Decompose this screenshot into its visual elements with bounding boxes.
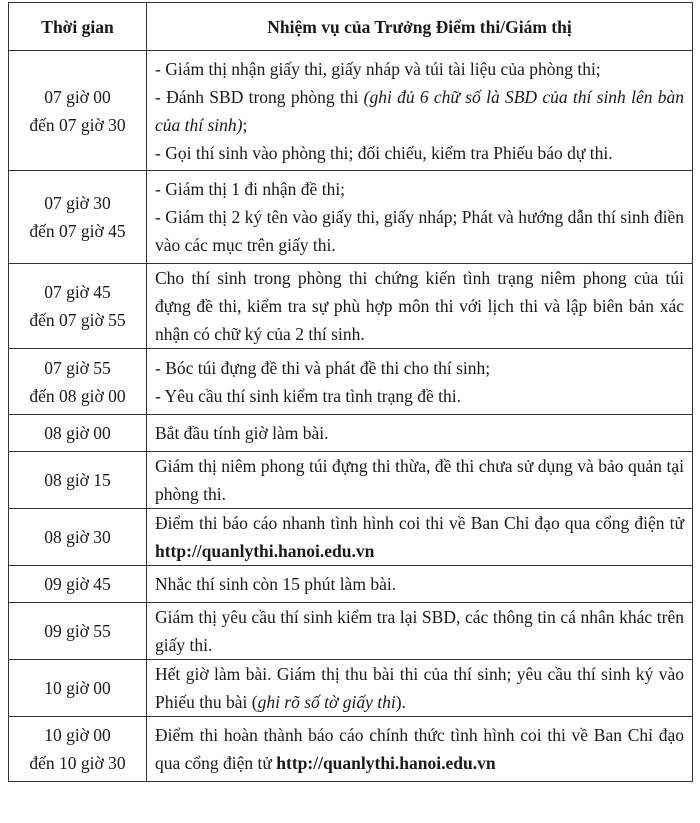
time-text: 07 giờ 45 — [44, 282, 111, 302]
task-text: - Bóc túi đựng đề thi và phát đề thi cho thí sinh; — [155, 357, 491, 378]
table-row — [9, 171, 693, 264]
time-text: 07 giờ 30 — [44, 193, 111, 213]
table-row — [9, 603, 693, 660]
task-column-header: Nhiệm vụ của Trưởng Điểm thi/Giám thị — [147, 3, 693, 51]
task-text: Cho thí sinh trong phòng thi chứng kiến tình trạng niêm phong của túi đựng đề thi, kiểm tra sự phù hợp môn thi với lịch thi và lập biên bản xác nhận có chữ ký của 2 thí sinh. — [155, 268, 684, 344]
table-row — [9, 349, 693, 415]
time-text: 07 giờ 00 — [44, 86, 111, 107]
time-text: đến 10 giờ 30 — [29, 753, 126, 773]
task-cell — [147, 603, 693, 660]
task-text: - Giám thị 2 ký tên vào giấy thi, giấy nháp; Phát và hướng dẫn thí sinh điền vào các mục trên giấy thi. — [155, 207, 684, 255]
time-column-header: Thời gian — [9, 3, 147, 51]
task-cell — [147, 415, 693, 452]
task-text: Giám thị niêm phong túi đựng thi thừa, đề thi chưa sử dụng và bảo quản tại phòng thi. — [155, 456, 684, 504]
table-row — [9, 264, 693, 349]
task-text: Nhắc thí sinh còn 15 phút làm bài. — [155, 574, 397, 594]
time-cell — [9, 349, 147, 415]
task-item — [155, 509, 684, 565]
table-row — [9, 717, 693, 782]
task-cell — [147, 51, 693, 171]
time-cell — [9, 51, 147, 171]
task-item — [155, 139, 684, 167]
task-item — [155, 603, 684, 659]
task-item — [155, 203, 684, 259]
task-item — [155, 382, 684, 410]
task-cell — [147, 264, 693, 349]
task-text: Giám thị yêu cầu thí sinh kiểm tra lại SBD, các thông tin cá nhân khác trên giấy thi. — [155, 607, 684, 655]
task-cell — [147, 452, 693, 509]
task-item — [155, 419, 684, 447]
portal-link[interactable]: http://quanlythi.hanoi.edu.vn — [276, 753, 496, 773]
task-text: - Giám thị nhận giấy thi, giấy nháp và túi tài liệu của phòng thi; — [155, 58, 601, 79]
time-cell — [9, 660, 147, 717]
time-text: 10 giờ 00 — [44, 725, 111, 745]
task-item — [155, 570, 684, 598]
time-text: 09 giờ 45 — [44, 574, 111, 594]
task-item — [155, 55, 684, 83]
time-cell — [9, 603, 147, 660]
time-text: 08 giờ 15 — [44, 470, 111, 490]
task-text: Điểm thi báo cáo nhanh tình hình coi thi về Ban Chỉ đạo qua cổng điện tử — [155, 513, 684, 533]
table-row — [9, 566, 693, 603]
time-cell — [9, 452, 147, 509]
task-text: Hết giờ làm bài. Giám thị thu bài thi của thí sinh; yêu cầu thí sinh ký vào Phiếu thu bài ( — [155, 664, 684, 712]
task-text: - Yêu cầu thí sinh kiểm tra tình trạng đề thi. — [155, 385, 462, 406]
time-text: 09 giờ 55 — [44, 621, 111, 641]
task-cell — [147, 566, 693, 603]
task-item — [155, 452, 684, 508]
time-text: 08 giờ 30 — [44, 527, 111, 547]
time-text: 08 giờ 00 — [44, 423, 111, 443]
time-text: đến 07 giờ 55 — [29, 310, 126, 330]
time-cell — [9, 566, 147, 603]
exam-schedule-table — [8, 2, 693, 782]
task-text: Điểm thi hoàn thành báo cáo chính thức tình hình coi thi về Ban Chỉ đạo qua cổng điện tử — [155, 725, 684, 773]
time-text: đến 08 giờ 00 — [29, 385, 126, 406]
time-cell — [9, 171, 147, 264]
task-item — [155, 175, 684, 203]
time-text: 10 giờ 00 — [44, 678, 111, 698]
time-text: đến 07 giờ 30 — [29, 114, 126, 135]
table-row — [9, 509, 693, 566]
table-row — [9, 415, 693, 452]
task-note: ghi rõ số tờ giấy thi — [257, 692, 396, 712]
task-cell — [147, 171, 693, 264]
task-item — [155, 264, 684, 348]
time-cell — [9, 415, 147, 452]
task-cell — [147, 509, 693, 566]
task-text: - Gọi thí sinh vào phòng thi; đối chiếu, kiểm tra Phiếu báo dự thi. — [155, 142, 613, 163]
time-text: 07 giờ 55 — [44, 357, 111, 378]
table-row — [9, 660, 693, 717]
task-text: - Đánh SBD trong phòng thi — [155, 86, 364, 107]
task-cell — [147, 660, 693, 717]
table-row — [9, 51, 693, 171]
task-punctuation: ). — [395, 692, 406, 712]
task-text: - Giám thị 1 đi nhận đề thi; — [155, 179, 346, 199]
time-cell — [9, 717, 147, 782]
table-row — [9, 452, 693, 509]
task-cell — [147, 717, 693, 782]
task-item — [155, 660, 684, 716]
task-text: Bắt đầu tính giờ làm bài. — [155, 423, 329, 443]
task-punctuation: ; — [242, 114, 248, 135]
portal-link[interactable]: http://quanlythi.hanoi.edu.vn — [155, 541, 375, 561]
time-cell — [9, 509, 147, 566]
task-item — [155, 354, 684, 382]
task-note: (ghi đủ 6 chữ số là SBD của thí sinh lên bàn của thí sinh) — [155, 86, 684, 135]
table-body — [9, 51, 693, 782]
time-cell — [9, 264, 147, 349]
table-header-row — [9, 3, 693, 51]
task-item — [155, 83, 684, 139]
task-item — [155, 721, 684, 777]
task-cell — [147, 349, 693, 415]
time-text: đến 07 giờ 45 — [29, 221, 126, 241]
